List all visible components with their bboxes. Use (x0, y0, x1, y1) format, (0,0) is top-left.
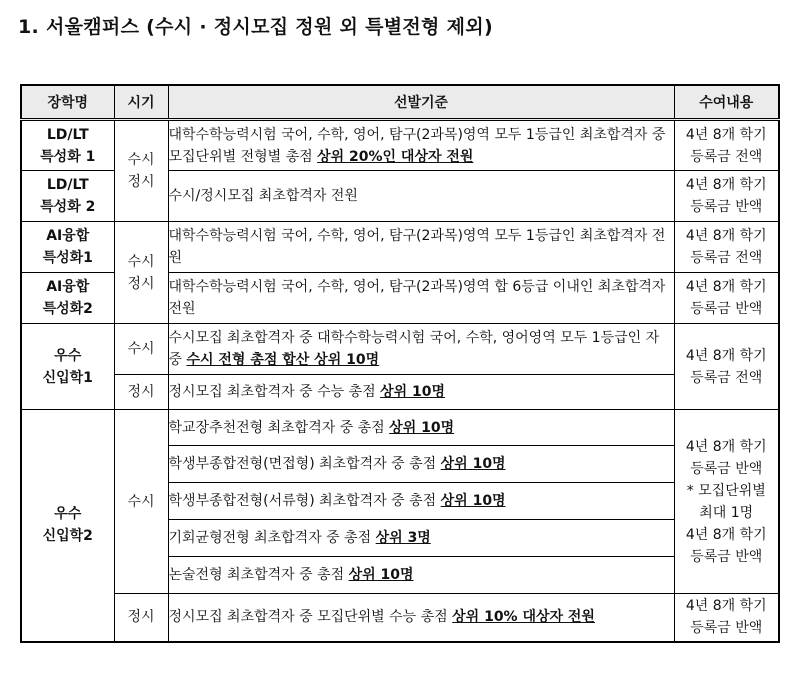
period-cell: 수시 (114, 324, 168, 375)
criteria-text: 정시모집 최초합격자 중 수능 총점 (168, 384, 381, 400)
criteria-text: 대학수학능력시험 국어, 수학, 영어, 탐구(2과목)영역 모두 1등급인 최초합격자 중 모집단위별 전형별 총점 (168, 126, 666, 165)
criteria-cell (168, 375, 674, 410)
period-cell: 수시 정시 (114, 222, 168, 324)
criteria-text: 학생부종합전형(면접형) 최초합격자 중 총점 (168, 456, 441, 472)
criteria-cell (168, 594, 674, 642)
scholarship-name: LD/LT 특성화 2 (21, 171, 114, 222)
table-header-row (21, 85, 779, 120)
benefit-cell: 4년 8개 학기 등록금 반액 (674, 171, 779, 222)
period-cell: 수시 (114, 410, 168, 594)
criteria-cell (168, 324, 674, 375)
criteria-highlight: 상위 3명 (375, 530, 431, 546)
criteria-cell (168, 410, 674, 446)
scholarship-name: 우수 신입학1 (21, 324, 114, 410)
criteria-text: 논술전형 최초합격자 중 총점 (168, 567, 349, 583)
benefit-cell: 4년 8개 학기 등록금 반액 * 모집단위별 최대 1명 4년 8개 학기 등록금 반액 (674, 410, 779, 594)
benefit-cell: 4년 8개 학기 등록금 반액 (674, 273, 779, 324)
criteria-highlight: 상위 10명 (440, 493, 506, 509)
scholarship-table (20, 84, 780, 643)
criteria-cell (168, 446, 674, 483)
criteria-text: 정시모집 최초합격자 중 모집단위별 수능 총점 (168, 609, 453, 626)
criteria-cell (168, 520, 674, 557)
criteria-highlight: 상위 20%인 대상자 전원 (317, 148, 474, 165)
period-cell: 정시 (114, 594, 168, 642)
criteria-highlight: 상위 10% 대상자 전원 (452, 609, 595, 626)
criteria-text: 수시모집 최초합격자 중 대학수학능력시험 국어, 수학, 영어영역 모두 1등급인 자 중 (168, 330, 660, 368)
page-title: 1. 서울캠퍼스 (수시 · 정시모집 정원 외 특별전형 제외) (18, 16, 493, 38)
criteria-cell (168, 120, 674, 171)
criteria-text: 학교장추천전형 최초합격자 중 총점 (168, 419, 390, 436)
header-benefit: 수여내용 (674, 85, 779, 120)
table-row (21, 594, 779, 642)
benefit-cell: 4년 8개 학기 등록금 전액 (674, 120, 779, 171)
benefit-cell: 4년 8개 학기 등록금 전액 (674, 324, 779, 410)
table-row (21, 120, 779, 171)
criteria-highlight: 수시 전형 총점 합산 상위 10명 (186, 352, 380, 368)
table-row (21, 222, 779, 273)
criteria-cell (168, 483, 674, 520)
criteria-cell: 수시/정시모집 최초합격자 전원 (168, 171, 674, 222)
criteria-highlight: 상위 10명 (389, 419, 455, 436)
criteria-text: 학생부종합전형(서류형) 최초합격자 중 총점 (168, 493, 441, 509)
benefit-cell: 4년 8개 학기 등록금 전액 (674, 222, 779, 273)
header-criteria: 선발기준 (168, 85, 674, 120)
header-period: 시기 (114, 85, 168, 120)
criteria-cell (168, 557, 674, 594)
criteria-highlight: 상위 10명 (440, 456, 506, 472)
table-row (21, 324, 779, 375)
criteria-cell: 대학수학능력시험 국어, 수학, 영어, 탐구(2과목)영역 합 6등급 이내인 최초합격자 전원 (168, 273, 674, 324)
criteria-cell: 대학수학능력시험 국어, 수학, 영어, 탐구(2과목)영역 모두 1등급인 최초합격자 전원 (168, 222, 674, 273)
scholarship-name: AI융합 특성화2 (21, 273, 114, 324)
scholarship-name: LD/LT 특성화 1 (21, 120, 114, 171)
period-cell: 수시 정시 (114, 120, 168, 222)
table-row (21, 375, 779, 410)
header-scholarship: 장학명 (21, 85, 114, 120)
scholarship-name: 우수 신입학2 (21, 410, 114, 642)
period-cell: 정시 (114, 375, 168, 410)
criteria-text: 기회균형전형 최초합격자 중 총점 (168, 530, 376, 546)
criteria-highlight: 상위 10명 (348, 567, 414, 583)
benefit-cell: 4년 8개 학기 등록금 반액 (674, 594, 779, 642)
criteria-highlight: 상위 10명 (380, 384, 446, 400)
scholarship-name: AI융합 특성화1 (21, 222, 114, 273)
table-row (21, 410, 779, 446)
